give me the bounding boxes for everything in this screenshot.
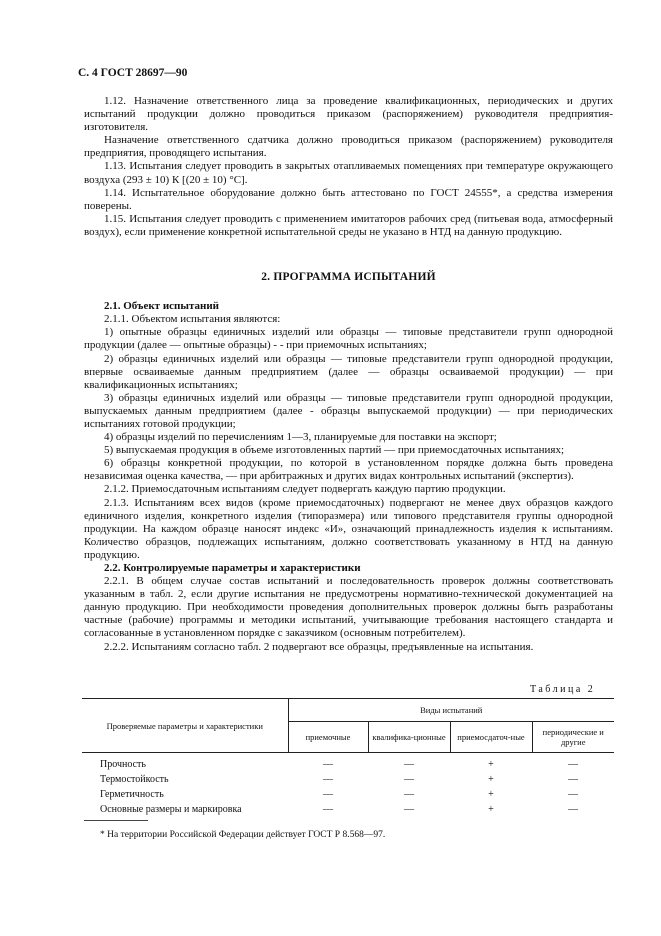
- table-row: [82, 787, 614, 802]
- section-title: 2. ПРОГРАММА ИСПЫТАНИЙ: [261, 271, 436, 284]
- table-cell: —: [568, 758, 578, 770]
- paragraph-1-12: 1.12. Назначение ответственного лица за проведение квалификационных, периодических и других испытаний продукции должно проводиться приказом (распоряжением) руководителя предприятия-изготовителя.: [84, 95, 613, 134]
- row-header-cell: Проверяемые параметры и характеристики: [82, 699, 288, 753]
- subsection-heading-2-2: 2.2. Контролируемые параметры и характеристики: [104, 562, 361, 574]
- table-cell: —: [323, 788, 333, 800]
- column-header-kvalifikatsionnye: квалифика-ционные: [368, 722, 450, 753]
- list-item-5: 5) выпускаемая продукция в объеме изготовленных партий — при приемосдаточных испытаниях;: [104, 444, 565, 457]
- paragraph-1-14: 1.14. Испытательное оборудование должно быть аттестовано по ГОСТ 24555*, а средства измерения поверены.: [84, 186, 613, 212]
- table-row: [82, 802, 614, 817]
- table-cell: —: [568, 803, 578, 815]
- column-header-periodicheskie: периодические и другие: [532, 722, 614, 753]
- table-cell: —: [323, 758, 333, 770]
- paragraph-2-2-1: 2.2.1. В общем случае состав испытаний и последовательность проверок должны соответствовать указанным в табл. 2, если другие испытания не предусмотрены нормативно-технической документацией на данную продукцию. При необходимости проведения дополнительных проверок должны быть разработаны частные (рабочие) программы и методики испытаний, учитывающие требования настоящего стандарта и согласованные в установленном порядке с заказчиком (основным потребителем).: [84, 575, 613, 640]
- footnote: * На территории Российской Федерации действует ГОСТ Р 8.568—97.: [100, 830, 386, 840]
- subsection-heading-2-1: 2.1. Объект испытаний: [104, 300, 220, 313]
- list-item-2: 2) образцы единичных изделий или образцы — типовые представители групп однородной продукции, впервые осваиваемые данным предприятием (далее — образцы осваиваемой продукции) — при квалификационных испытаниях;: [84, 352, 613, 391]
- paragraph-1-15: 1.15. Испытания следует проводить с применением имитаторов рабочих сред (питьевая вода, атмосферный воздух), если применение конкретной испытательной среды не указано в НТД на данную продукцию.: [84, 212, 613, 238]
- footnote-divider: [84, 820, 148, 821]
- paragraph-1-13: 1.13. Испытания следует проводить в закрытых отапливаемых помещениях при температуре окружающего воздуха (293 ± 10) К [(20 ± 10) °С].: [84, 160, 613, 186]
- row-name: Основные размеры и маркировка: [100, 803, 242, 815]
- table-cell: —: [404, 803, 414, 815]
- column-header-priemosdatochnye: приемосдаточ-ные: [450, 722, 532, 753]
- paragraph-2-1-1: 2.1.1. Объектом испытания являются:: [104, 313, 281, 326]
- table-cell: —: [323, 803, 333, 815]
- row-name: Термостойкость: [100, 773, 169, 785]
- table-cell: —: [404, 788, 414, 800]
- paragraph-2-1-3: 2.1.3. Испытаниям всех видов (кроме приемосдаточных) подвергают не менее двух образцов каждого единичного изделия, конкретного изделия (типоразмера) или типового представителя группы однородной продукции. На каждом образце наносят индекс «И», означающий принадлежность изделия к испытаниям. Количество образцов, подлежащих испытаниям, должно соответствовать указанному в НТД на данную продукцию.: [84, 496, 613, 561]
- table-cell: +: [488, 803, 494, 815]
- list-item-1: 1) опытные образцы единичных изделий или образцы — типовые представители групп однородной продукции (далее — опытные образцы) - - при приемочных испытаниях;: [84, 326, 613, 352]
- table-row: [82, 772, 614, 787]
- list-item-4: 4) образцы изделий по перечислениям 1—3, планируемые для поставки на экспорт;: [104, 431, 497, 444]
- page-header: С. 4 ГОСТ 28697—90: [78, 67, 188, 79]
- paragraph-2-2-2: 2.2.2. Испытаниям согласно табл. 2 подвергают все образцы, предъявленные на испытания.: [104, 640, 534, 653]
- table-row: [82, 753, 614, 773]
- table-cell: —: [568, 773, 578, 785]
- table-cell: —: [323, 773, 333, 785]
- table-cell: +: [488, 773, 494, 785]
- table-cell: +: [488, 758, 494, 770]
- table-2: [82, 698, 614, 817]
- paragraph-1-12-cont: Назначение ответственного сдатчика должно проводиться приказом (распоряжением) руководителя предприятия, проводящего испытания.: [84, 134, 613, 160]
- list-item-3: 3) образцы единичных изделий или образцы — типовые представители групп однородной продукции, выпускаемых данным предприятием (далее - образцы выпускаемой продукции) — при периодических испытаниях готовой продукции;: [84, 391, 613, 430]
- row-name: Прочность: [100, 758, 146, 770]
- list-item-6: 6) образцы конкретной продукции, по которой в установленном порядке должна быть проведена независимая оценка качества, — при арбитражных и других видах контрольных испытаний (экспертиз).: [84, 457, 613, 483]
- table-cell: —: [568, 788, 578, 800]
- paragraph-2-1-2: 2.1.2. Приемосдаточным испытаниям следует подвергать каждую партию продукции.: [104, 483, 506, 496]
- table-cell: —: [404, 773, 414, 785]
- table-cell: —: [404, 758, 414, 770]
- row-name: Герметичность: [100, 788, 164, 800]
- table-label: Таблица 2: [530, 684, 596, 695]
- table-cell: +: [488, 788, 494, 800]
- group-header-cell: Виды испытаний: [288, 699, 614, 722]
- document-body: [84, 95, 613, 654]
- column-header-priemochnye: приемочные: [288, 722, 368, 753]
